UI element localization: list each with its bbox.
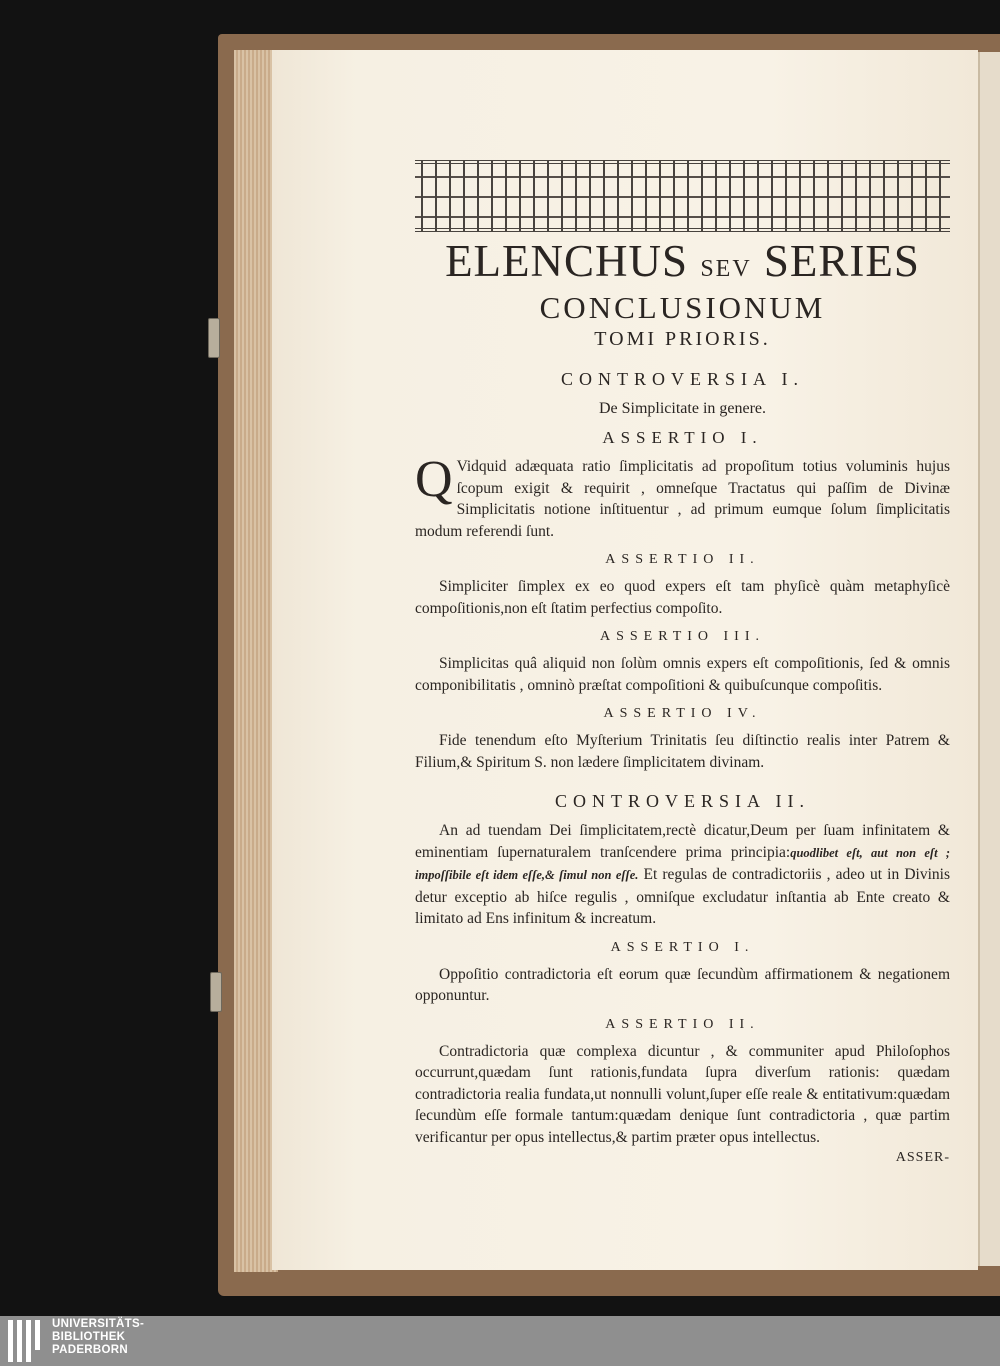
controversia-question: An ad tuendam Dei ſimplicitatem,rectè dicatur,Deum per ſuam infinitatem & eminentiam ſupernaturalem tranſcendere prima principia:quodlibet eſt, aut non eſt ; impoſſibile eſt idem eſſe,& ſimul non eſſe. Et regulas de contradictoriis , adeo ut in Divinis detur exceptio ab hiſce regulis , omniſque excludatur inſtantia ab Ente creato & limitato ad Ens infinitum & increatum.: [415, 822, 951, 927]
title-line-2: CONCLUSIONUM: [539, 290, 826, 325]
drop-cap: Q: [415, 451, 453, 508]
controversia-subheading: De Simplicitate in genere.: [598, 400, 767, 417]
title-word-series: SERIES: [763, 236, 920, 286]
assertion-text: Q Vidquid adæquata ratio ſimplicitatis ad propoſitum totius voluminis hujus ſcopum exigit & requirit , omneſque Tractatus qui paſſim de Divinæ Simplicitatis notione inſtituentur , ad primum eumque ſolum ſimplicitatis modum referendi ſunt.: [415, 451, 950, 540]
facing-page-edge: [978, 52, 1000, 1266]
catchword: ASSER-: [895, 1150, 950, 1165]
assertion-text: Contradictoria quæ complexa dicuntur , & communiter apud Philoſophos occurrunt,quædam ſunt rationis,fundata ſupra diverſum rationis: quædam contradictoria realia fundata,ut nonnulli volunt,ſuper eſſe reale & entitativum:quædam ſecundùm eſſe formale tantum:quædam denique ſunt contradictoria , quæ partim verificantur per opus intellectus,& partim præter opus intellectus.: [415, 1042, 950, 1146]
controversia-heading: CONTROVERSIA II.: [554, 791, 810, 811]
assertion-label: ASSERTIO II.: [605, 552, 760, 567]
assertion-label: ASSERTIO IV.: [603, 706, 762, 721]
assertion-label: ASSERTIO II.: [605, 1016, 760, 1032]
assertion-label: ASSERTIO I.: [610, 939, 755, 955]
library-name: UNIVERSITÄTS- BIBLIOTHEK PADERBORN: [52, 1318, 145, 1356]
page-content: [415, 160, 950, 1166]
assertion-text: Simplicitas quâ aliquid non ſolùm omnis expers eſt compoſitionis, ſed & omnis componibilitatis , omninò præſtat compoſitioni & quibuſcunque compoſitis.: [415, 655, 950, 694]
library-footer: [0, 1316, 1000, 1366]
assertion-text: Fide tenendum eſto Myſterium Trinitatis ſeu diſtinctio realis inter Patrem & Filium,& Spiritum S. non lædere ſimplicitatem divinam.: [415, 732, 950, 771]
controversia-heading: CONTROVERSIA I.: [560, 369, 804, 389]
title-line-1: [415, 238, 950, 292]
title-word-elenchus: ELENCHUS: [445, 236, 689, 286]
assertion-label: ASSERTIO I.: [602, 428, 763, 447]
assertion-text: Simpliciter ſimplex ex eo quod expers eſt tam phyſicè quàm metaphyſicè compoſitionis,non eſt ſtatim perfectius compoſito.: [415, 578, 950, 617]
header-ornament: [415, 160, 950, 232]
title-word-sev: SEV: [700, 256, 752, 282]
library-logo-icon: [8, 1320, 42, 1362]
clasp-top: [208, 318, 220, 358]
assertion-text: Oppoſitio contradictoria eſt eorum quæ ſecundùm affirmationem & negationem opponuntur.: [415, 965, 950, 1004]
clasp-bottom: [210, 972, 222, 1012]
title-line-3: TOMI PRIORIS.: [594, 328, 771, 350]
assertion-label: ASSERTIO III.: [599, 629, 766, 644]
